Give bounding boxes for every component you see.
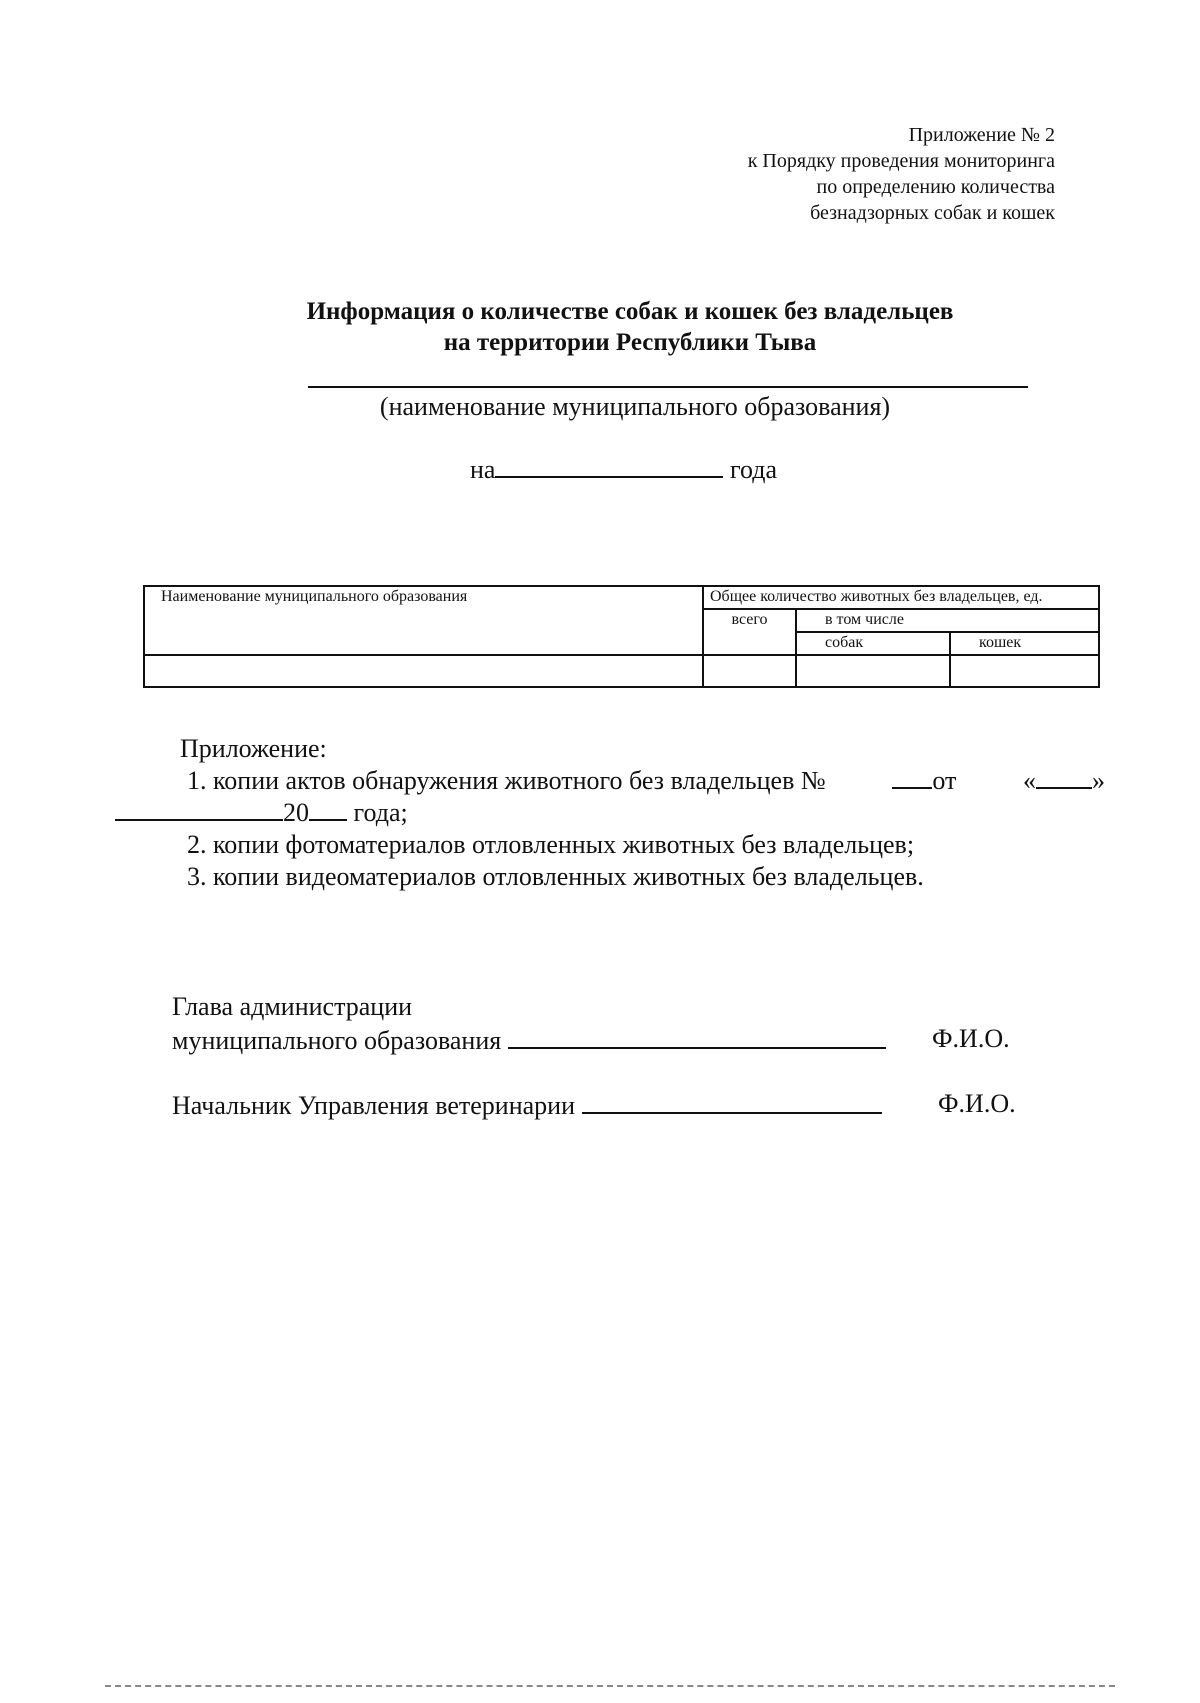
date-prefix: на	[470, 455, 496, 484]
head-signature-field[interactable]	[508, 1025, 886, 1049]
head-title-line2: муниципального образования	[172, 1026, 502, 1055]
title-line2: на территории Республики Тыва	[443, 329, 817, 356]
vet-fio: Ф.И.О.	[938, 1089, 1016, 1118]
header-dogs: собак	[796, 632, 950, 655]
attachment-item-1	[187, 765, 1105, 797]
head-fio: Ф.И.О.	[932, 1024, 1010, 1053]
act-day-field[interactable]	[1036, 765, 1092, 789]
head-title-line1: Глава администрации	[172, 992, 413, 1021]
appendix-ref-line3: по определению количества	[816, 176, 1055, 198]
act-number-field[interactable]	[892, 765, 932, 789]
appendix-number: Приложение № 2	[908, 124, 1055, 146]
cell-dogs[interactable]	[796, 655, 950, 687]
attachment-item-2: 2. копии фотоматериалов отловленных животных без владельцев;	[187, 830, 915, 859]
item1-text: 1. копии актов обнаружения животного без владельцев №	[187, 766, 826, 795]
header-municipality: Наименование муниципального образования	[144, 586, 703, 655]
document-title	[0, 296, 1200, 358]
attachment-item-3: 3. копии видеоматериалов отловленных животных без владельцев.	[187, 862, 924, 891]
header-total: всего	[703, 609, 796, 655]
municipality-caption: (наименование муниципального образования)	[379, 392, 891, 421]
cell-total[interactable]	[703, 655, 796, 687]
header-cats: кошек	[950, 632, 1099, 655]
appendix-ref-line2: к Порядку проведения мониторинга	[747, 150, 1055, 172]
head-signature-block	[172, 990, 886, 1058]
header-including: в том числе	[796, 609, 1099, 632]
act-year-field[interactable]	[309, 797, 347, 821]
date-suffix: года	[729, 455, 778, 484]
attachments-heading: Приложение:	[180, 734, 327, 763]
vet-signature-block	[172, 1089, 882, 1123]
municipality-name-field[interactable]	[308, 386, 1028, 388]
cell-municipality[interactable]	[144, 655, 703, 687]
open-quote: «	[1023, 766, 1036, 795]
item1-year: 20	[283, 798, 309, 827]
cell-cats[interactable]	[950, 655, 1099, 687]
item1-from: от	[932, 766, 957, 795]
page-bottom-edge	[105, 1685, 1115, 1688]
animal-count-table	[143, 585, 1100, 688]
close-quote: »	[1092, 766, 1105, 795]
vet-title: Начальник Управления ветеринарии	[172, 1091, 575, 1120]
attachment-item-1-cont	[115, 797, 408, 829]
item1-year-suffix: года;	[353, 798, 408, 827]
header-total-group: Общее количество животных без владельцев, ед.	[703, 586, 1099, 609]
appendix-ref-line4: безнадзорных собак и кошек	[810, 202, 1055, 224]
title-line1: Информация о количестве собак и кошек без владельцев	[306, 298, 954, 325]
appendix-header	[748, 122, 1055, 226]
vet-signature-field[interactable]	[582, 1090, 882, 1114]
act-month-field[interactable]	[115, 797, 283, 821]
date-line	[470, 454, 777, 485]
date-field[interactable]	[495, 454, 723, 478]
